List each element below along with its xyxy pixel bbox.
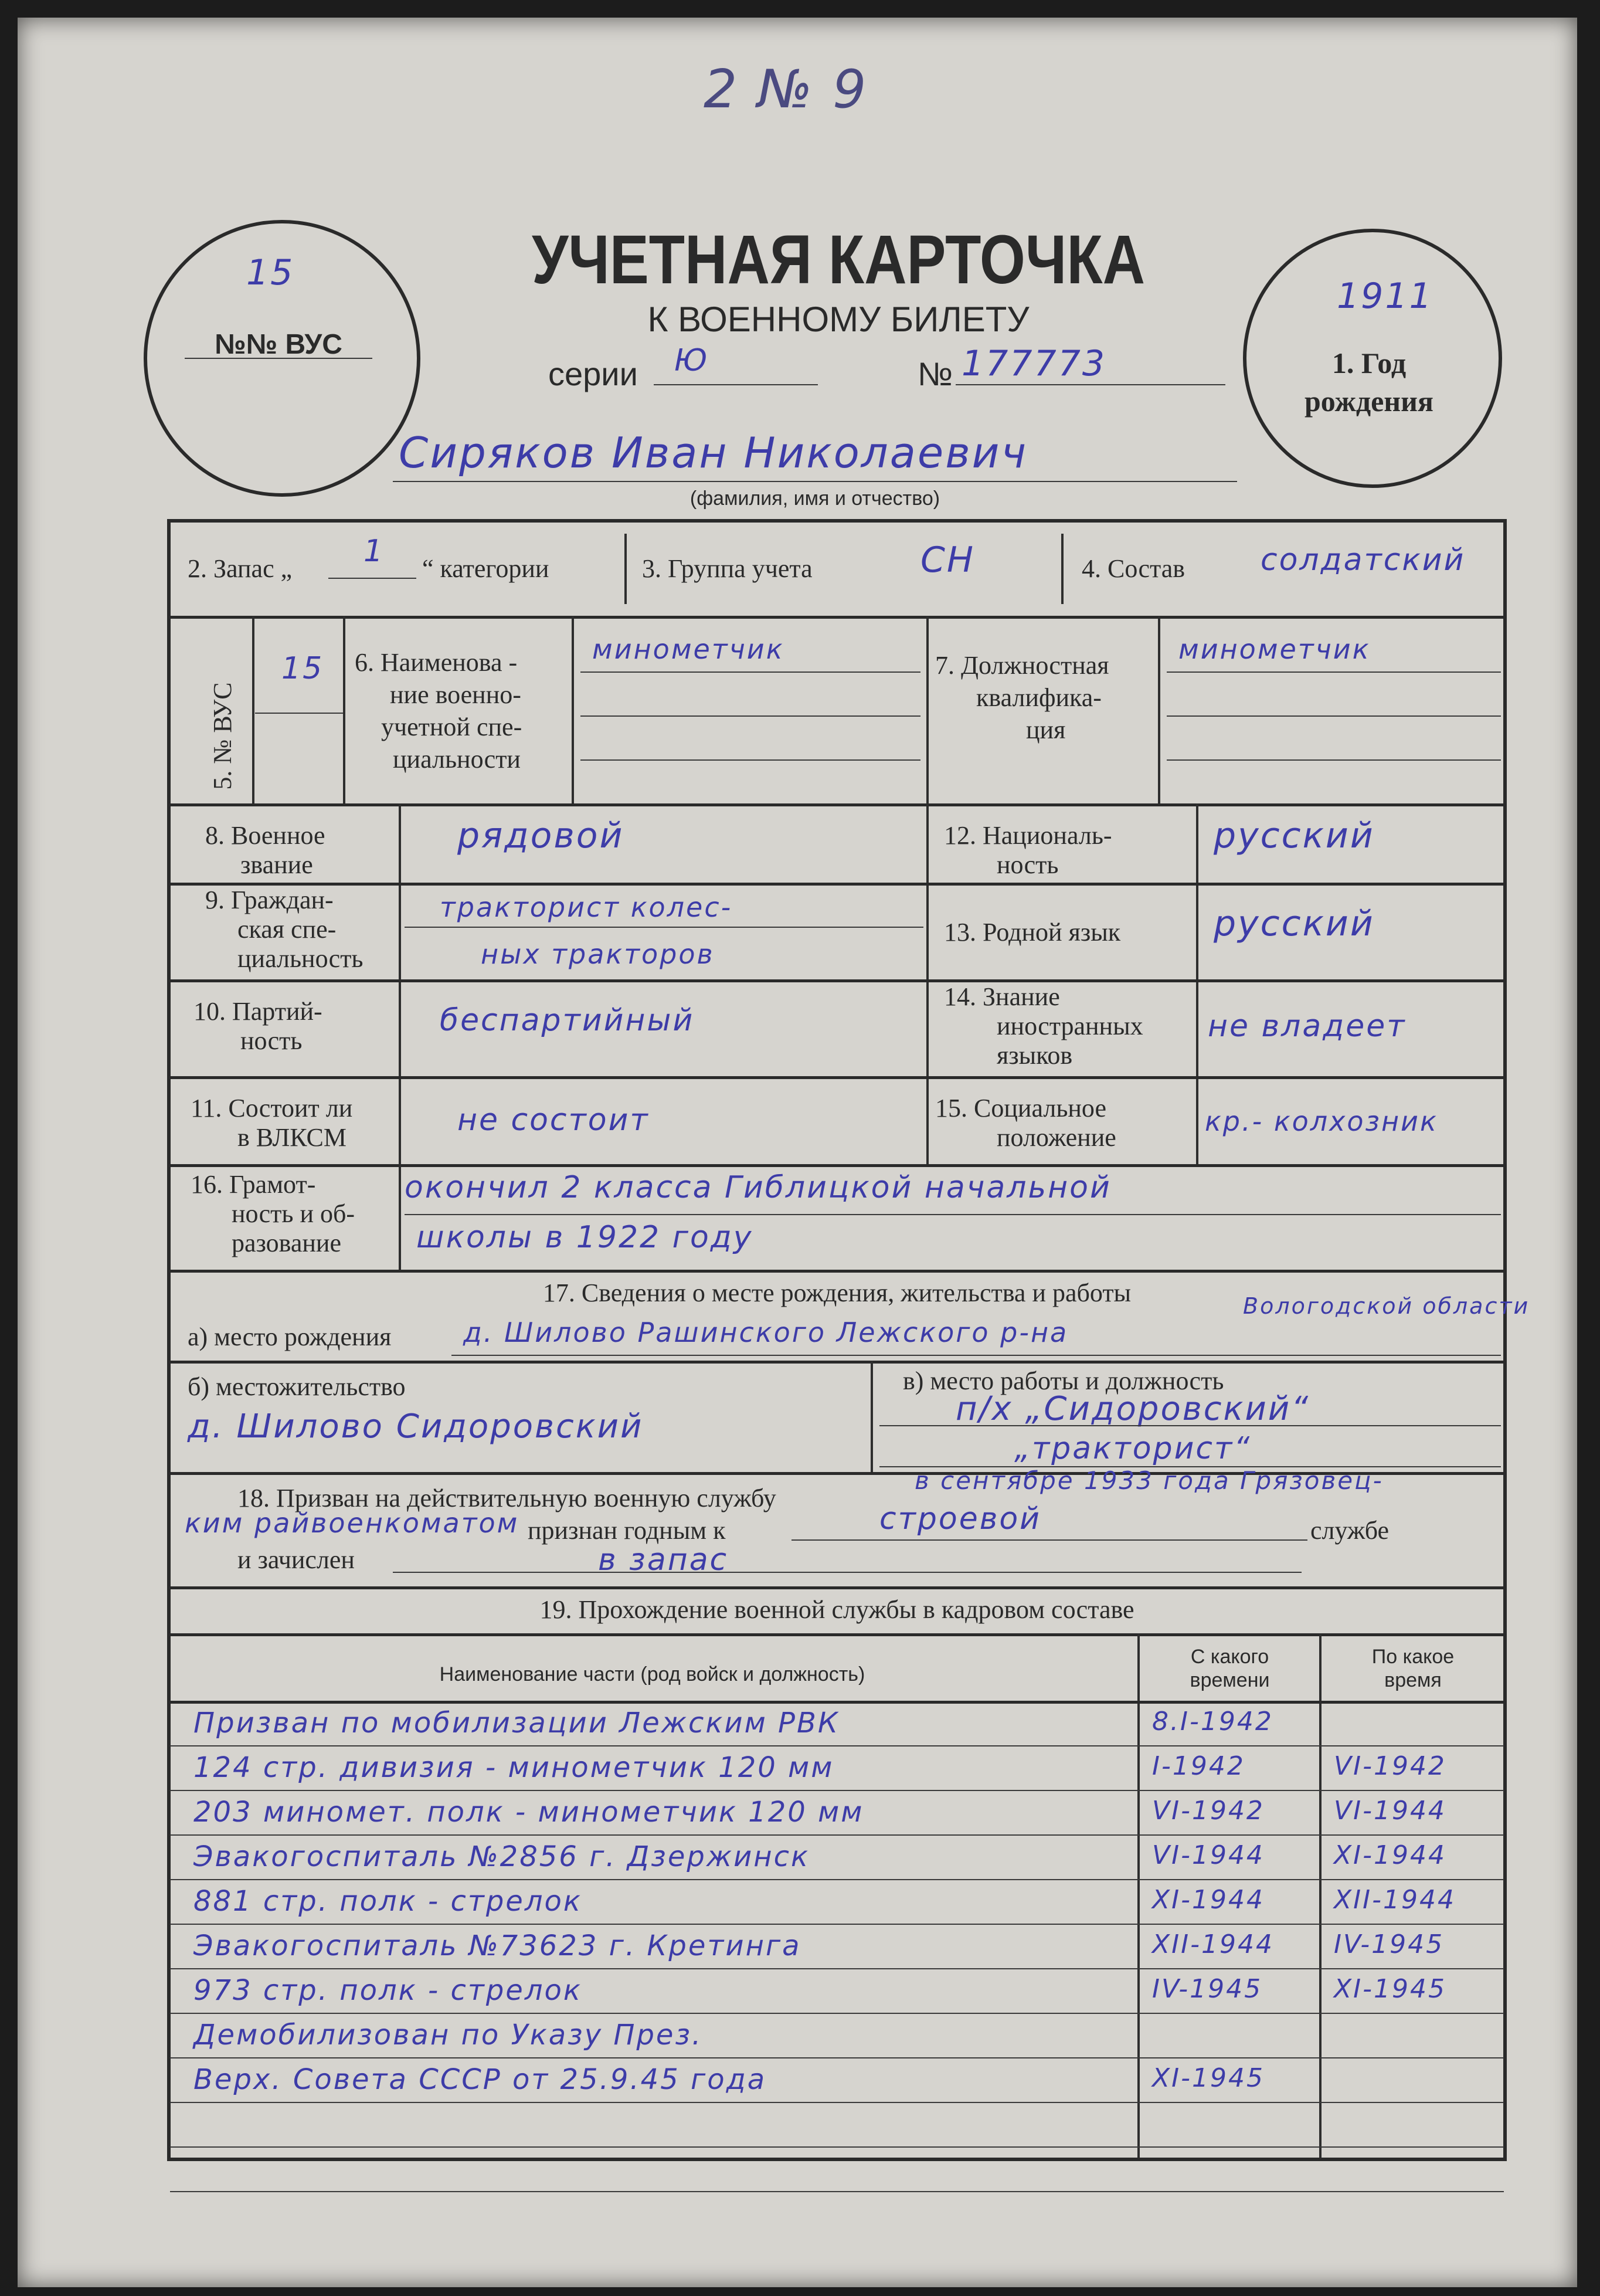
col-unit: Наименование части (род войск и должность) [439,1663,865,1685]
service-to: XII-1944 [1334,1885,1456,1915]
service-unit: Демобилизован по Указу През. [193,2019,703,2051]
qual-label-3: ция [1026,715,1066,744]
fit-label: признан годным к [528,1516,726,1545]
residence-label: б) местожительство [188,1372,406,1401]
qual-label-2: квалифика- [976,683,1102,712]
spec-label-4: циальности [393,745,521,774]
civil-value-1: тракторист колес- [440,891,733,923]
vus-circle-label: №№ ВУС [215,329,342,360]
birth-label: а) место рождения [188,1322,392,1351]
work-label: в) место работы и должность [903,1366,1224,1395]
series-label: серии [548,355,638,392]
vus-circle-value: 15 [246,252,295,293]
edu-label-2: ность и об- [232,1199,355,1228]
service-to: IV-1945 [1334,1929,1445,1959]
year-circle-label-2: рождения [1305,385,1433,418]
sostav-label: 4. Состав [1082,554,1185,583]
service-unit: Верх. Совета СССР от 25.9.45 года [193,2063,767,2096]
service-to: XI-1945 [1334,1974,1446,2004]
number-value: 177773 [962,343,1107,384]
service-from: I-1942 [1152,1751,1245,1781]
birth-value-2: Вологодской области [1243,1293,1530,1319]
fio-caption: (фамилия, имя и отчество) [689,487,940,510]
foreign-label-3: языков [997,1041,1073,1070]
vlksm-label-1: 11. Состоит ли [191,1094,353,1122]
called-value-1: в сентябре 1933 года Грязовец- [915,1466,1384,1495]
party-label-2: ность [240,1026,303,1055]
group-label: 3. Группа учета [642,554,813,583]
foreign-value: не владеет [1208,1009,1407,1044]
vlksm-value: не состоит [457,1103,650,1138]
spec-value: минометчик [592,633,784,665]
year-circle-value: 1911 [1337,276,1433,317]
year-circle-label-1: 1. Год [1331,347,1407,379]
lang-label: 13. Родной язык [944,918,1121,947]
spec-label-1: 6. Наименова - [355,648,518,677]
residence-value: д. Шилово Сидоровский [188,1408,644,1446]
sostav-value: солдатский [1261,542,1466,578]
rank-value: рядовой [457,815,624,856]
vlksm-label-2: в ВЛКСМ [237,1123,347,1152]
civil-value-2: ных тракторов [481,938,715,970]
service-from: 8.I-1942 [1152,1707,1273,1737]
fio-value: Сиряков Иван Николаевич [399,428,1028,477]
group-value: СН [920,540,976,581]
work-value-2: „тракторист“ [1014,1431,1252,1466]
nation-label-1: 12. Националь- [944,821,1112,850]
spec-label-3: учетной спе- [381,713,522,741]
foreign-label-1: 14. Знание [944,982,1060,1011]
zapas-value: 1 [364,534,385,569]
service-from: VI-1944 [1152,1840,1265,1870]
called-value-2: ким райвоенкоматом [185,1507,519,1539]
col-to-2: время [1384,1669,1442,1691]
work-value-1: п/х „Сидоровский“ [956,1390,1310,1428]
vus-value: 15 [281,651,324,686]
service-unit: 973 стр. полк - стрелок [193,1974,582,2007]
service-unit: 881 стр. полк - стрелок [193,1885,582,1918]
nation-value: русский [1214,815,1375,856]
service-from: XI-1944 [1152,1885,1265,1915]
service-unit: 203 миномет. полк - минометчик 120 мм [193,1796,864,1829]
enrolled-value: в запас [598,1542,729,1578]
civil-label-2: ская спе- [237,915,337,944]
card-title: УЧЕТНАЯ КАРТОЧКА [531,221,1146,299]
zapas-suffix: “ категории [422,554,549,583]
civil-label-3: циальность [237,944,364,973]
foreign-label-2: иностранных [997,1012,1143,1040]
service-to: VI-1942 [1334,1751,1446,1781]
top-mark: 2 № 9 [704,59,868,120]
fit-value: строевой [879,1501,1041,1537]
zapas-label: 2. Запас „ [188,554,293,583]
social-label-2: положение [997,1123,1116,1152]
card-paper [18,18,1577,2287]
section19-title: 19. Прохождение военной службы в кадровом составе [539,1595,1134,1624]
social-label-1: 15. Социальное [935,1094,1106,1122]
service-from: IV-1945 [1152,1974,1263,2004]
service-to: XI-1944 [1334,1840,1446,1870]
lang-value: русский [1214,903,1375,944]
service-from: VI-1942 [1152,1796,1265,1826]
card-subtitle: К ВОЕННОМУ БИЛЕТУ [647,300,1030,339]
party-value: беспартийный [440,1003,695,1038]
service-from: XII-1944 [1152,1929,1274,1959]
edu-value-2: школы в 1922 году [416,1220,753,1255]
nation-label-2: ность [997,850,1059,879]
col-from-2: времени [1190,1669,1270,1691]
service-unit: Эвакогоспиталь №73623 г. Кретинга [193,1929,801,1962]
called-label: 18. Призван на действительную военную службу [237,1484,776,1512]
qual-label-1: 7. Должностная [935,651,1109,680]
series-value: Ю [674,343,709,378]
qual-value: минометчик [1178,633,1371,665]
service-unit: Призван по мобилизации Лежским РВК [193,1707,840,1739]
birth-value: д. Шилово Рашинского Лежского р-на [463,1317,1069,1348]
enrolled-label: и зачислен [237,1545,355,1574]
rank-label-1: 8. Военное [205,821,325,850]
edu-value-1: окончил 2 класса Гиблицкой начальной [405,1170,1112,1205]
service-from: XI-1945 [1152,2063,1265,2093]
service-unit: Эвакогоспиталь №2856 г. Дзержинск [193,1840,810,1873]
number-label: № [918,355,953,392]
civil-label-1: 9. Граждан- [205,886,334,914]
service-unit: 124 стр. дивизия - минометчик 120 мм [193,1751,834,1784]
col-from-1: С какого [1190,1646,1269,1668]
section17-title: 17. Сведения о месте рождения, жительства и работы [542,1278,1132,1307]
col-to-1: По какое [1371,1646,1455,1668]
service-to: VI-1944 [1334,1796,1446,1826]
spec-label-2: ние военно- [390,680,521,709]
party-label-1: 10. Партий- [193,997,322,1026]
social-value: кр.- колхозник [1205,1105,1438,1137]
rank-label-2: звание [240,850,313,879]
vus-label: 5. № ВУС [208,682,237,790]
edu-label-1: 16. Грамот- [191,1170,316,1199]
fit-suffix: службе [1310,1516,1390,1545]
edu-label-3: разование [232,1229,341,1257]
